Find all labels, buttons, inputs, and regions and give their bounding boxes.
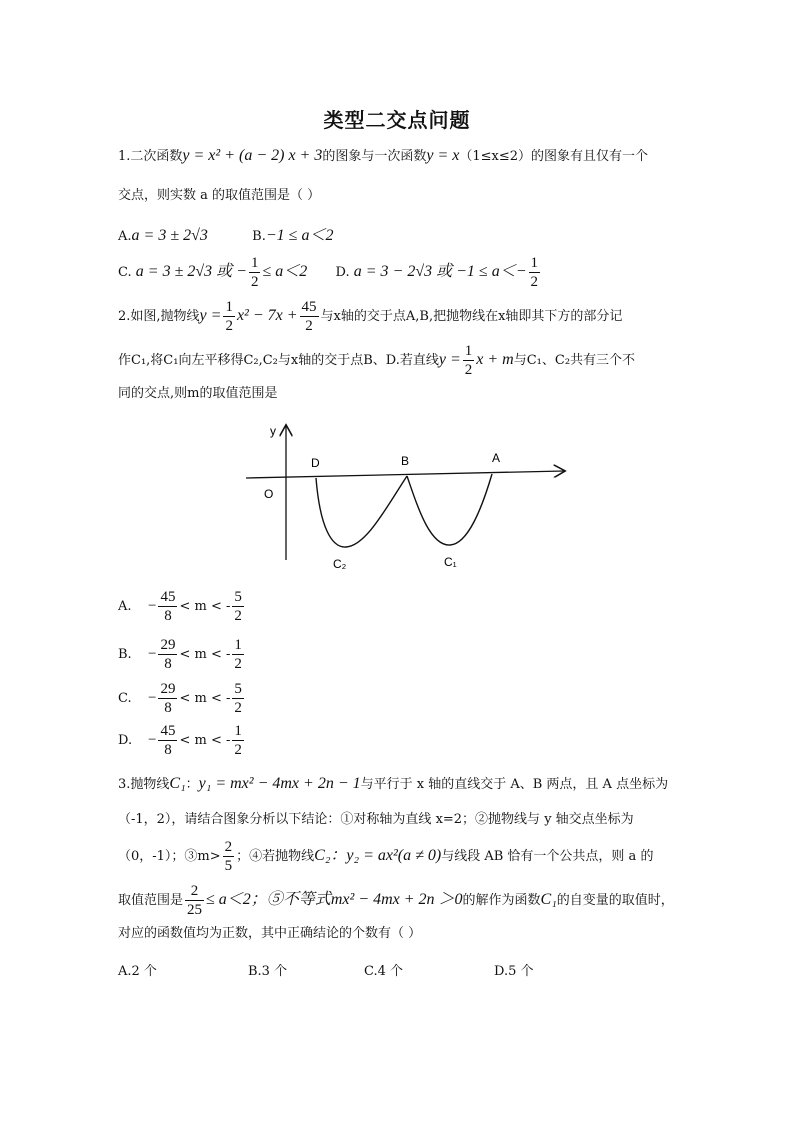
q3-func: y₁ = mx² − 4mx + 2n − 1: [198, 775, 361, 792]
q2-option-d: D. − $\frac{45}{8}$ < m < - $\frac{1}{2}$: [118, 723, 242, 758]
q2-frac2: [300, 298, 319, 335]
q2-optC-den1: 8: [164, 700, 172, 716]
q2-optA-den1: 8: [164, 608, 172, 624]
q2-optA-mid: < m < -: [179, 599, 231, 614]
q1-optD-num: 1: [530, 255, 539, 271]
q2-optC-num1: 29: [160, 681, 176, 697]
q3-line4-pre: 取值范围是: [118, 893, 184, 908]
q2-line-mid: x + m: [476, 351, 514, 368]
q3-line5: 对应的函数值均为正数，其中正确结论的个数有（ ）: [118, 926, 422, 941]
q2-optB-frac2: [232, 636, 244, 673]
q2-line-y: y =: [438, 351, 461, 368]
q1-optD-label: D.: [335, 265, 350, 280]
q1-optD-den: 2: [530, 274, 539, 290]
q1-optC-den: 2: [250, 274, 259, 290]
q1-optD-fraction: [529, 254, 541, 291]
q1-quadratic: y = x² + (a − 2) x + 3: [182, 147, 323, 164]
q2-frac1: [223, 298, 235, 335]
q2-optA-label: A.: [118, 599, 132, 614]
q3-c1-again: C₁: [540, 891, 557, 908]
q1-optA-label: A.: [118, 229, 132, 244]
q2-optA-num2: 5: [234, 589, 242, 605]
q2-optB-label: B.: [118, 647, 132, 662]
q2-optB-frac1: [158, 636, 177, 673]
q2-text-post: 与x轴的交于点A,B,把抛物线在x轴即其下方的部分记: [320, 309, 623, 324]
q3-c2: C₂: [314, 847, 331, 864]
q2-line2-post: 与C₁、C₂共有三个不: [513, 353, 636, 368]
q3-text-pre: 3.抛物线: [118, 777, 170, 792]
q3-ineq: mx² − 4mx + 2n ＞0: [330, 891, 463, 908]
q3-options: [118, 960, 534, 979]
q3-line2: （-1，2），请结合图象分析以下结论：①对称轴为直线 x=2；②抛物线与 y 轴交点坐标为: [118, 812, 634, 827]
q2-optA-num1: 45: [160, 589, 176, 605]
q2-line3: 同的交点,则m的取值范围是: [118, 386, 278, 401]
q1-optD-pre: a = 3 − 2√3 或 −1 ≤ a＜−: [353, 263, 527, 280]
q2-optC-frac2: [232, 680, 244, 717]
q2-optC-mid: < m < -: [179, 691, 231, 706]
q2-optD-label: D.: [118, 733, 133, 748]
q2-optD-den2: 2: [234, 742, 242, 758]
q2-frac3-num: 1: [464, 343, 473, 359]
curve-c1: [407, 474, 492, 545]
label-A: A: [492, 451, 501, 465]
q3-optA: A.2 个: [118, 964, 157, 979]
label-D: D: [311, 456, 320, 470]
q2-optB-num2: 1: [234, 637, 242, 653]
q1-linear: y = x: [426, 147, 460, 164]
q2-frac2-den: 2: [305, 318, 313, 334]
q3-line4-mid: ≤ a＜2；⑤不等式: [206, 891, 331, 908]
q2-option-b: B. − $\frac{29}{8}$ < m < - $\frac{1}{2}$: [118, 637, 242, 672]
q2-quad-mid: x² − 7x +: [236, 307, 298, 324]
q2-text-pre: 2.如图,抛物线: [118, 309, 200, 324]
label-C1: C₁: [444, 555, 457, 569]
q3-frac-m-den: 5: [224, 858, 233, 874]
q3-colon: ：: [185, 777, 199, 792]
q2-optC-den2: 2: [234, 700, 242, 716]
q3-line3-mid: ；④若抛物线: [236, 849, 315, 864]
q2-y: y =: [199, 307, 222, 324]
q2-frac1-den: 2: [225, 318, 233, 334]
q3-optC: C.4 个: [364, 964, 404, 979]
q3-optD: D.5 个: [494, 964, 534, 979]
q2-optB-mid: < m < -: [179, 647, 231, 662]
q2-optA-frac2: [232, 588, 244, 625]
q1-optC-num: 1: [250, 255, 259, 271]
q1-optC-post: ≤ a＜2: [262, 263, 308, 280]
q2-optA-frac1: [158, 588, 177, 625]
q1-optA: a = 3 ± 2√3: [131, 227, 208, 244]
q1-options-cd: [118, 254, 542, 291]
page-title: 类型二交点问题: [323, 108, 471, 132]
q1-text-mid: 的图象与一次函数: [322, 149, 427, 164]
q1-line1: [118, 146, 648, 167]
q2-frac2-num: 45: [301, 299, 317, 315]
q1-optC-pre: a = 3 ± 2√3 或 −: [135, 263, 247, 280]
q2-optD-mid: < m < -: [179, 733, 231, 748]
q3-line4: [118, 882, 674, 919]
q2-optC-num2: 5: [234, 681, 242, 697]
q2-frac1-num: 1: [225, 299, 233, 315]
q1-condition: （1≤x≤2）: [459, 149, 532, 164]
q3-frac-a-num: 2: [185, 882, 204, 901]
q1-optB: −1 ≤ a＜2: [265, 227, 334, 244]
q2-optD-den1: 8: [164, 742, 172, 758]
q1-text-pre: 1.二次函数: [118, 149, 183, 164]
q2-optD-frac1: [158, 722, 177, 759]
q3-frac-a-den: 25: [187, 902, 203, 918]
q2-option-c: C. − $\frac{29}{8}$ < m < - $\frac{5}{2}$: [118, 681, 242, 716]
q1-optB-label: B.: [252, 229, 266, 244]
q1-text-post: 的图象有且仅有一个: [531, 149, 649, 164]
q2-optA-den2: 2: [234, 608, 242, 624]
q3-line4-end: 的自变量的取值时，: [556, 893, 674, 908]
q2-frac3: [463, 342, 475, 379]
q1-optC-fraction: [249, 254, 261, 291]
q2-line2-pre: 作C₁,将C₁向左平移得C₂,C₂与x轴的交于点B、D.若直线: [118, 353, 439, 368]
q3-optB: B.3 个: [248, 964, 288, 979]
q3-line3: [118, 838, 653, 875]
label-y: y: [270, 424, 276, 438]
label-O: O: [264, 487, 274, 501]
q2-figure: [236, 418, 576, 580]
q3-line3-pre: （0，-1）；③m>: [118, 849, 221, 864]
q3-text-post: 与平行于 x 轴的直线交于 A、B 两点，且 A 点坐标为: [360, 777, 669, 792]
q2-optC-label: C.: [118, 691, 132, 706]
q3-frac-m-num: 2: [224, 839, 233, 855]
q3-line1: [118, 774, 668, 795]
q1-optC-label: C.: [118, 265, 132, 280]
q2-optD-num2: 1: [234, 723, 242, 739]
q2-optD-frac2: [232, 722, 244, 759]
q2-line2: [118, 342, 635, 379]
q3-c1: C₁: [169, 775, 186, 792]
curve-c2: [316, 476, 407, 547]
q2-option-a: A. − $\frac{45}{8}$ < m < - $\frac{5}{2}$: [118, 589, 242, 624]
q2-optB-den1: 8: [164, 656, 172, 672]
q1-options-ab: [118, 222, 333, 245]
q2-optB-num1: 29: [160, 637, 176, 653]
q3-frac-m: [223, 838, 235, 875]
q3-line3-post: 与线段 AB 恰有一个公共点，则 a 的: [441, 849, 654, 864]
q1-line2: 交点，则实数 a 的取值范围是（ ）: [118, 188, 321, 203]
x-axis: [246, 471, 564, 478]
q2-optC-frac1: [158, 680, 177, 717]
q2-line1: [118, 298, 622, 335]
q2-optD-num1: 45: [160, 723, 176, 739]
label-C2: C₂: [333, 557, 347, 571]
label-B: B: [401, 454, 410, 468]
q2-frac3-den: 2: [464, 362, 473, 378]
q3-func2: ：y₂ = ax²(a ≠ 0): [330, 847, 442, 864]
q3-line4-post: 的解作为函数: [462, 893, 541, 908]
q2-optB-den2: 2: [234, 656, 242, 672]
q3-frac-a: [185, 882, 204, 919]
